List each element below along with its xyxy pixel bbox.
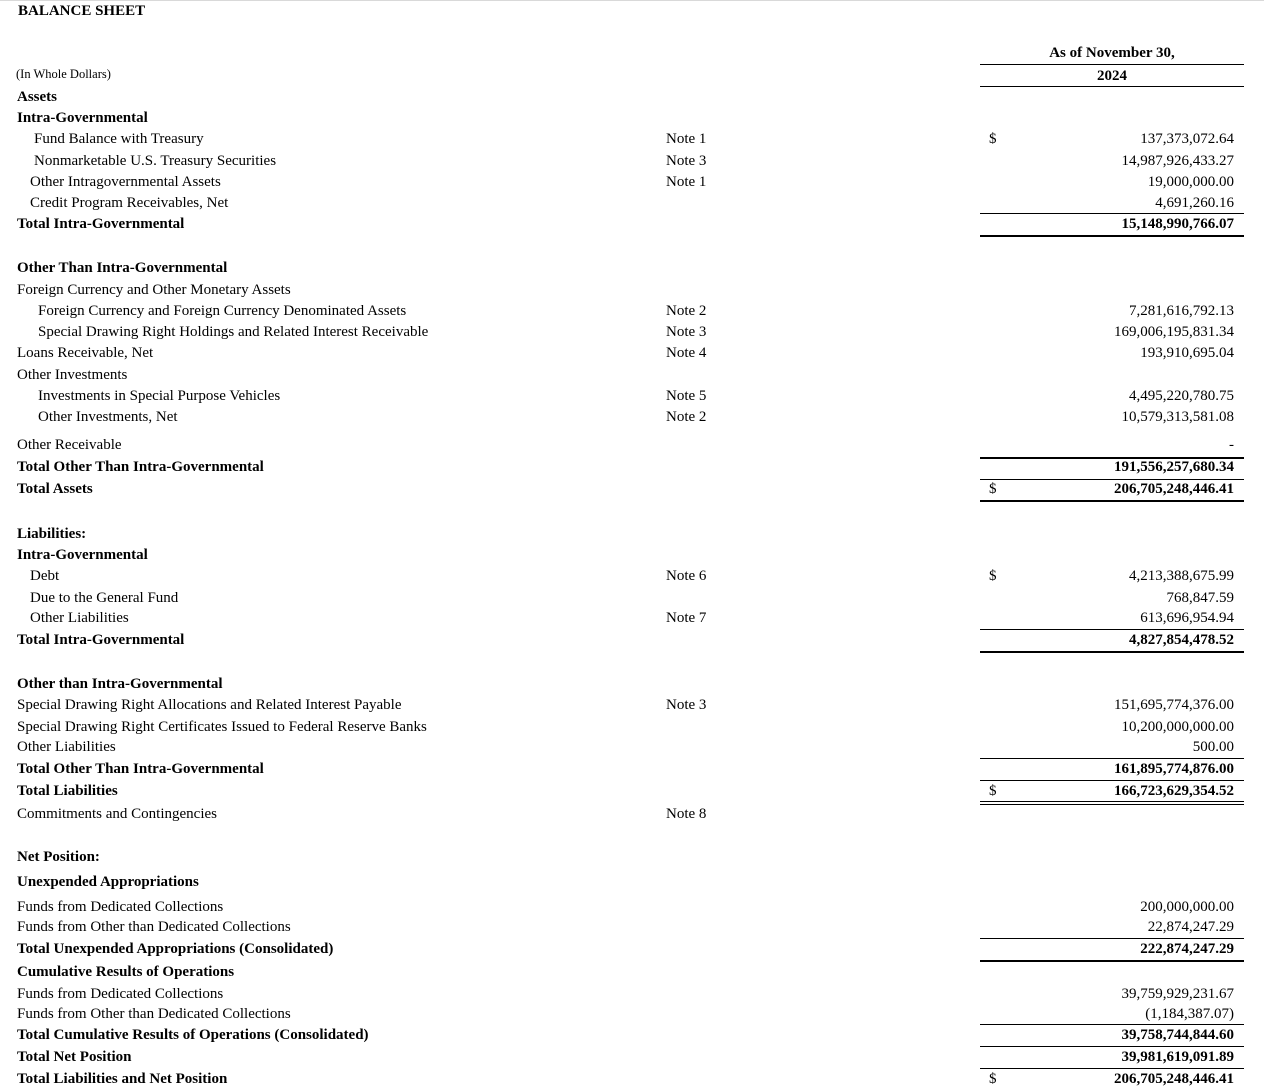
amount-value: 4,213,388,675.99 [1129, 568, 1234, 584]
row-label: Total Unexpended Appropriations (Consolidated) [17, 941, 334, 957]
row-label: Due to the General Fund [30, 590, 179, 606]
row-funds-from-dedicated-collections [0, 897, 1264, 917]
row-label: Commitments and Contingencies [17, 806, 217, 822]
row-cumulative-results-of-operations [0, 962, 1264, 982]
note-reference: Note 1 [666, 131, 707, 147]
row-fund-balance-with-treasury [0, 129, 1264, 149]
amount-value: 500.00 [1192, 739, 1234, 755]
note-reference: Note 1 [666, 174, 707, 190]
row-label: Total Net Position [17, 1049, 132, 1065]
amount-value: 14,987,926,433.27 [1121, 153, 1234, 169]
row-other-liabilities [0, 737, 1264, 757]
amount-value: 19,000,000.00 [1147, 174, 1234, 190]
row-label: Other than Intra-Governmental [17, 676, 223, 692]
row-total-assets [0, 479, 1264, 499]
amount-value: 39,758,744,844.60 [1121, 1027, 1234, 1043]
double-underline [980, 801, 1244, 805]
amount-value: 15,148,990,766.07 [1121, 216, 1234, 232]
row-commitments-and-contingencies [0, 804, 1264, 824]
row-special-drawing-right-holdings-and-related-interest-receivable [0, 322, 1264, 342]
row-label: Funds from Dedicated Collections [17, 986, 224, 1002]
note-reference: Note 5 [666, 388, 707, 404]
row-other-intragovernmental-assets [0, 172, 1264, 192]
total-rule [980, 938, 1244, 939]
row-label: Nonmarketable U.S. Treasury Securities [34, 153, 277, 169]
row-label: Total Liabilities [17, 783, 118, 799]
row-label: Funds from Other than Dedicated Collections [17, 1006, 291, 1022]
amount-value: 10,200,000,000.00 [1121, 719, 1234, 735]
row-label: Total Intra-Governmental [17, 216, 185, 232]
row-label: Special Drawing Right Certificates Issued to Federal Reserve Banks [17, 719, 427, 735]
total-rule [980, 758, 1244, 759]
amount-value: 10,579,313,581.08 [1121, 409, 1234, 425]
row-assets [0, 87, 1264, 107]
amount-value: (1,184,387.07) [1145, 1006, 1234, 1022]
amount-value: 39,981,619,091.89 [1121, 1049, 1234, 1065]
currency-symbol: $ [989, 481, 997, 497]
row-total-liabilities [0, 781, 1264, 801]
amount-value: 206,705,248,446.41 [1114, 1071, 1234, 1087]
row-intra-governmental [0, 545, 1264, 565]
amount-value: - [1229, 437, 1234, 453]
row-debt [0, 566, 1264, 586]
note-reference: Note 4 [666, 345, 707, 361]
total-rule [980, 1068, 1244, 1069]
row-label: Foreign Currency and Other Monetary Assets [17, 282, 291, 298]
row-label: Special Drawing Right Holdings and Related Interest Receivable [38, 324, 429, 340]
amount-value: 191,556,257,680.34 [1114, 459, 1234, 475]
row-label: Total Assets [17, 481, 93, 497]
amount-value: 193,910,695.04 [1140, 345, 1234, 361]
row-total-cumulative-results-of-operations-consolidated [0, 1025, 1264, 1045]
amount-value: 206,705,248,446.41 [1114, 481, 1234, 497]
row-investments-in-special-purpose-vehicles [0, 386, 1264, 406]
amount-value: 222,874,247.29 [1140, 941, 1234, 957]
total-rule [980, 213, 1244, 214]
total-rule [980, 1024, 1244, 1025]
row-label: Cumulative Results of Operations [17, 964, 235, 980]
row-loans-receivable-net [0, 343, 1264, 363]
row-other-liabilities [0, 608, 1264, 628]
total-rule [980, 780, 1244, 781]
row-label: Other Receivable [17, 437, 122, 453]
total-rule [980, 651, 1244, 653]
row-label: Other Liabilities [17, 739, 116, 755]
row-other-than-intra-governmental [0, 674, 1264, 694]
row-other-investments-net [0, 407, 1264, 427]
row-label: Total Cumulative Results of Operations (Consolidated) [17, 1027, 369, 1043]
row-liabilities [0, 524, 1264, 544]
note-reference: Note 6 [666, 568, 707, 584]
row-funds-from-other-than-dedicated-collections [0, 917, 1264, 937]
row-due-to-the-general-fund [0, 588, 1264, 608]
row-nonmarketable-u-s-treasury-securities [0, 151, 1264, 171]
total-rule [980, 235, 1244, 237]
row-label: Credit Program Receivables, Net [30, 195, 229, 211]
amount-value: 4,691,260.16 [1155, 195, 1234, 211]
column-header-rule [980, 64, 1244, 65]
amount-value: 39,759,929,231.67 [1121, 986, 1234, 1002]
row-total-unexpended-appropriations-consolidated [0, 939, 1264, 959]
row-foreign-currency-and-foreign-currency-denominated-assets [0, 301, 1264, 321]
note-reference: Note 7 [666, 610, 707, 626]
total-rule [980, 500, 1244, 502]
row-label: Special Drawing Right Allocations and Related Interest Payable [17, 697, 402, 713]
row-label: Foreign Currency and Foreign Currency Denominated Assets [38, 303, 407, 319]
row-label: Debt [30, 568, 60, 584]
currency-symbol: $ [989, 1071, 997, 1087]
row-label: Liabilities: [17, 526, 87, 542]
row-label: Loans Receivable, Net [17, 345, 154, 361]
total-rule [980, 479, 1244, 480]
row-intra-governmental [0, 108, 1264, 128]
row-total-other-than-intra-governmental [0, 457, 1264, 477]
total-rule [980, 960, 1244, 962]
row-total-net-position [0, 1047, 1264, 1067]
note-reference: Note 3 [666, 324, 707, 340]
row-other-investments [0, 365, 1264, 385]
row-label: Funds from Dedicated Collections [17, 899, 224, 915]
row-label: Total Intra-Governmental [17, 632, 185, 648]
row-label: Total Other Than Intra-Governmental [17, 459, 264, 475]
row-label: Other Than Intra-Governmental [17, 260, 228, 276]
currency-symbol: $ [989, 568, 997, 584]
amount-value: 4,827,854,478.52 [1129, 632, 1234, 648]
note-reference: Note 2 [666, 409, 707, 425]
note-reference: Note 2 [666, 303, 707, 319]
row-funds-from-other-than-dedicated-collections [0, 1004, 1264, 1024]
row-unexpended-appropriations [0, 872, 1264, 892]
row-special-drawing-right-allocations-and-related-interest-payable [0, 695, 1264, 715]
row-label: Total Other Than Intra-Governmental [17, 761, 264, 777]
row-label: Other Investments [17, 367, 128, 383]
row-credit-program-receivables-net [0, 193, 1264, 213]
row-special-drawing-right-certificates-issued-to-federal-reserve-banks [0, 717, 1264, 737]
amount-value: 22,874,247.29 [1147, 919, 1234, 935]
note-reference: Note 3 [666, 697, 707, 713]
page-title: BALANCE SHEET [18, 3, 146, 19]
units-label: (In Whole Dollars) [16, 67, 111, 81]
amount-value: 166,723,629,354.52 [1114, 783, 1234, 799]
note-reference: Note 8 [666, 806, 707, 822]
currency-symbol: $ [989, 783, 997, 799]
row-label: Intra-Governmental [17, 110, 148, 126]
amount-value: 137,373,072.64 [1140, 131, 1234, 147]
total-rule [980, 457, 1244, 459]
row-foreign-currency-and-other-monetary-assets [0, 280, 1264, 300]
amount-value: 7,281,616,792.13 [1129, 303, 1234, 319]
row-label: Other Liabilities [30, 610, 129, 626]
row-total-intra-governmental [0, 630, 1264, 650]
row-label: Assets [17, 89, 57, 105]
row-label: Intra-Governmental [17, 547, 148, 563]
row-label: Unexpended Appropriations [17, 874, 199, 890]
row-funds-from-dedicated-collections [0, 984, 1264, 1004]
amount-value: 200,000,000.00 [1140, 899, 1234, 915]
column-header-date: As of November 30, [1049, 45, 1175, 61]
row-total-intra-governmental [0, 214, 1264, 234]
amount-value: 161,895,774,876.00 [1114, 761, 1234, 777]
amount-value: 613,696,954.94 [1140, 610, 1234, 626]
row-total-liabilities-and-net-position [0, 1069, 1264, 1089]
amount-value: 4,495,220,780.75 [1129, 388, 1234, 404]
row-label: Funds from Other than Dedicated Collections [17, 919, 291, 935]
total-rule [980, 629, 1244, 630]
row-label: Total Liabilities and Net Position [17, 1071, 228, 1087]
row-label: Fund Balance with Treasury [34, 131, 204, 147]
row-label: Other Investments, Net [38, 409, 178, 425]
amount-value: 768,847.59 [1166, 590, 1234, 606]
row-other-receivable [0, 435, 1264, 455]
row-total-other-than-intra-governmental [0, 759, 1264, 779]
amount-value: 151,695,774,376.00 [1114, 697, 1234, 713]
column-header-year: 2024 [1097, 68, 1127, 84]
row-other-than-intra-governmental [0, 258, 1264, 278]
note-reference: Note 3 [666, 153, 707, 169]
currency-symbol: $ [989, 131, 997, 147]
row-net-position [0, 847, 1264, 867]
row-label: Net Position: [17, 849, 100, 865]
top-divider [0, 0, 1264, 1]
amount-value: 169,006,195,831.34 [1114, 324, 1234, 340]
row-label: Other Intragovernmental Assets [30, 174, 221, 190]
row-label: Investments in Special Purpose Vehicles [38, 388, 281, 404]
total-rule [980, 1046, 1244, 1047]
